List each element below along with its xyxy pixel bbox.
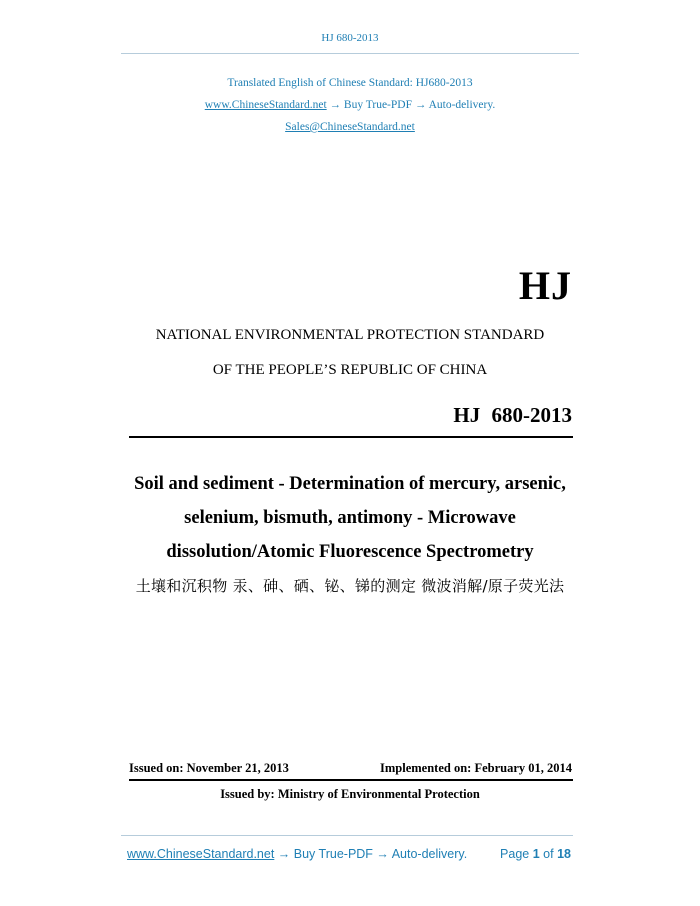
page-counter xyxy=(500,847,571,861)
footer-promo xyxy=(127,847,467,861)
running-header: HJ 680-2013 xyxy=(321,32,379,44)
footer-site-link[interactable]: www.ChineseStandard.net xyxy=(127,847,275,861)
document-title-line-3: dissolution/Atomic Fluorescence Spectrometry xyxy=(166,542,534,562)
document-title-line-2: selenium, bismuth, antimony - Microwave xyxy=(184,508,516,528)
implemented-on-date: Implemented on: February 01, 2014 xyxy=(380,761,572,775)
hj-logo: HJ xyxy=(518,263,572,308)
site-link[interactable]: www.ChineseStandard.net xyxy=(204,99,327,111)
page-total: 18 xyxy=(557,847,571,861)
footer-promo-text: → Buy True-PDF → Auto-delivery. xyxy=(274,847,468,861)
standard-category-line-2: OF THE PEOPLE’S REPUBLIC OF CHINA xyxy=(212,362,488,378)
email-line xyxy=(0,121,700,133)
promo-text: → Buy True-PDF → Auto-delivery. xyxy=(326,99,496,111)
document-title-line-1: Soil and sediment - Determination of mercury, arsenic, xyxy=(134,474,566,494)
standard-category-line-1: NATIONAL ENVIRONMENTAL PROTECTION STANDARD xyxy=(155,327,545,343)
translation-notice: Translated English of Chinese Standard: HJ680-2013 xyxy=(227,77,473,89)
page-label: Page xyxy=(500,847,530,861)
page-of-label: of xyxy=(543,847,554,861)
sales-email-link[interactable]: Sales@ChineseStandard.net xyxy=(285,121,415,133)
issuing-authority: Issued by: Ministry of Environmental Protection xyxy=(220,787,480,801)
standard-number: HJ 680-2013 xyxy=(453,403,572,427)
issued-on-date: Issued on: November 21, 2013 xyxy=(129,761,289,775)
footer-divider xyxy=(121,835,573,836)
issue-divider xyxy=(129,779,573,781)
promo-line xyxy=(0,99,700,111)
header-divider xyxy=(121,53,579,54)
page-current: 1 xyxy=(532,847,540,861)
standard-number-divider xyxy=(129,436,573,438)
document-title-chinese: 土壤和沉积物 汞、砷、硒、铋、锑的测定 微波消解/原子荧光法 xyxy=(135,577,565,595)
